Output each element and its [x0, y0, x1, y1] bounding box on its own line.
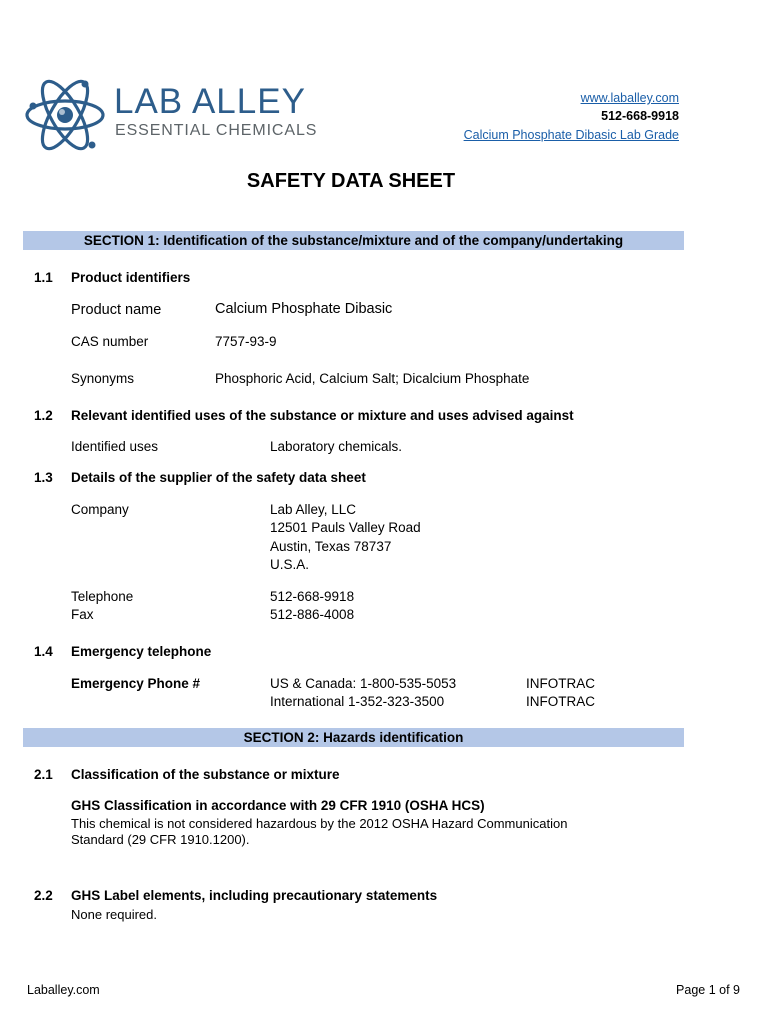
subsection-title-identified-uses: Relevant identified uses of the substance or mixture and uses advised against — [71, 408, 574, 423]
ghs-classification-text-line-2: Standard (29 CFR 1910.1200). — [71, 832, 250, 847]
website-link[interactable]: www.laballey.com — [580, 91, 679, 105]
synonyms-label: Synonyms — [71, 371, 135, 386]
subsection-title-label-elements: GHS Label elements, including precautionary statements — [71, 888, 438, 903]
company-country: U.S.A. — [270, 557, 310, 572]
product-name-value: Calcium Phosphate Dibasic — [215, 301, 393, 317]
product-link[interactable]: Calcium Phosphate Dibasic Lab Grade — [463, 128, 679, 142]
company-street: 12501 Pauls Valley Road — [270, 520, 421, 535]
header-phone: 512-668-9918 — [601, 109, 679, 123]
subsection-number: 1.1 — [34, 270, 53, 285]
footer-website: Laballey.com — [27, 983, 100, 997]
subsection-number: 2.2 — [34, 888, 53, 903]
telephone-label: Telephone — [71, 589, 134, 604]
fax-label: Fax — [71, 607, 94, 622]
section-2-header: SECTION 2: Hazards identification — [23, 728, 684, 747]
company-name: Lab Alley, LLC — [270, 502, 357, 517]
emergency-provider-us: INFOTRAC — [526, 676, 595, 691]
document-title: SAFETY DATA SHEET — [246, 170, 456, 192]
subsection-title-product-identifiers: Product identifiers — [71, 270, 191, 285]
product-name-label: Product name — [71, 302, 162, 318]
subsection-title-supplier-details: Details of the supplier of the safety data sheet — [71, 470, 366, 485]
emergency-number-intl: International 1-352-323-3500 — [270, 694, 445, 709]
cas-number-label: CAS number — [71, 334, 149, 349]
telephone-value: 512-668-9918 — [270, 589, 355, 604]
subsection-number: 2.1 — [34, 767, 53, 782]
section-1-header: SECTION 1: Identification of the substance/mixture and of the company/undertaking — [23, 231, 684, 250]
subsection-title-emergency-telephone: Emergency telephone — [71, 644, 212, 659]
footer-page-number: Page 1 of 9 — [676, 983, 740, 997]
subsection-number: 1.2 — [34, 408, 53, 423]
ghs-classification-text-line-1: This chemical is not considered hazardous by the 2012 OSHA Hazard Communication — [71, 816, 568, 831]
lab-alley-atom-logo-icon — [24, 70, 106, 160]
emergency-number-us: US & Canada: 1-800-535-5053 — [270, 676, 457, 691]
cas-number-value: 7757-93-9 — [215, 334, 277, 349]
synonyms-value: Phosphoric Acid, Calcium Salt; Dicalcium Phosphate — [215, 371, 530, 386]
fax-value: 512-886-4008 — [270, 607, 355, 622]
company-city: Austin, Texas 78737 — [270, 539, 392, 554]
subsection-number: 1.3 — [34, 470, 53, 485]
subsection-title-classification: Classification of the substance or mixture — [71, 767, 340, 782]
label-elements-text: None required. — [71, 907, 157, 922]
identified-uses-label: Identified uses — [71, 439, 159, 454]
logo-title: LAB ALLEY — [114, 82, 306, 121]
ghs-classification-heading: GHS Classification in accordance with 29 CFR 1910 (OSHA HCS) — [71, 798, 485, 813]
emergency-provider-intl: INFOTRAC — [526, 694, 595, 709]
company-label: Company — [71, 502, 129, 517]
identified-uses-value: Laboratory chemicals. — [270, 439, 403, 454]
emergency-phone-label: Emergency Phone # — [71, 676, 201, 691]
subsection-number: 1.4 — [34, 644, 53, 659]
logo-subtitle: ESSENTIAL CHEMICALS — [115, 122, 318, 139]
